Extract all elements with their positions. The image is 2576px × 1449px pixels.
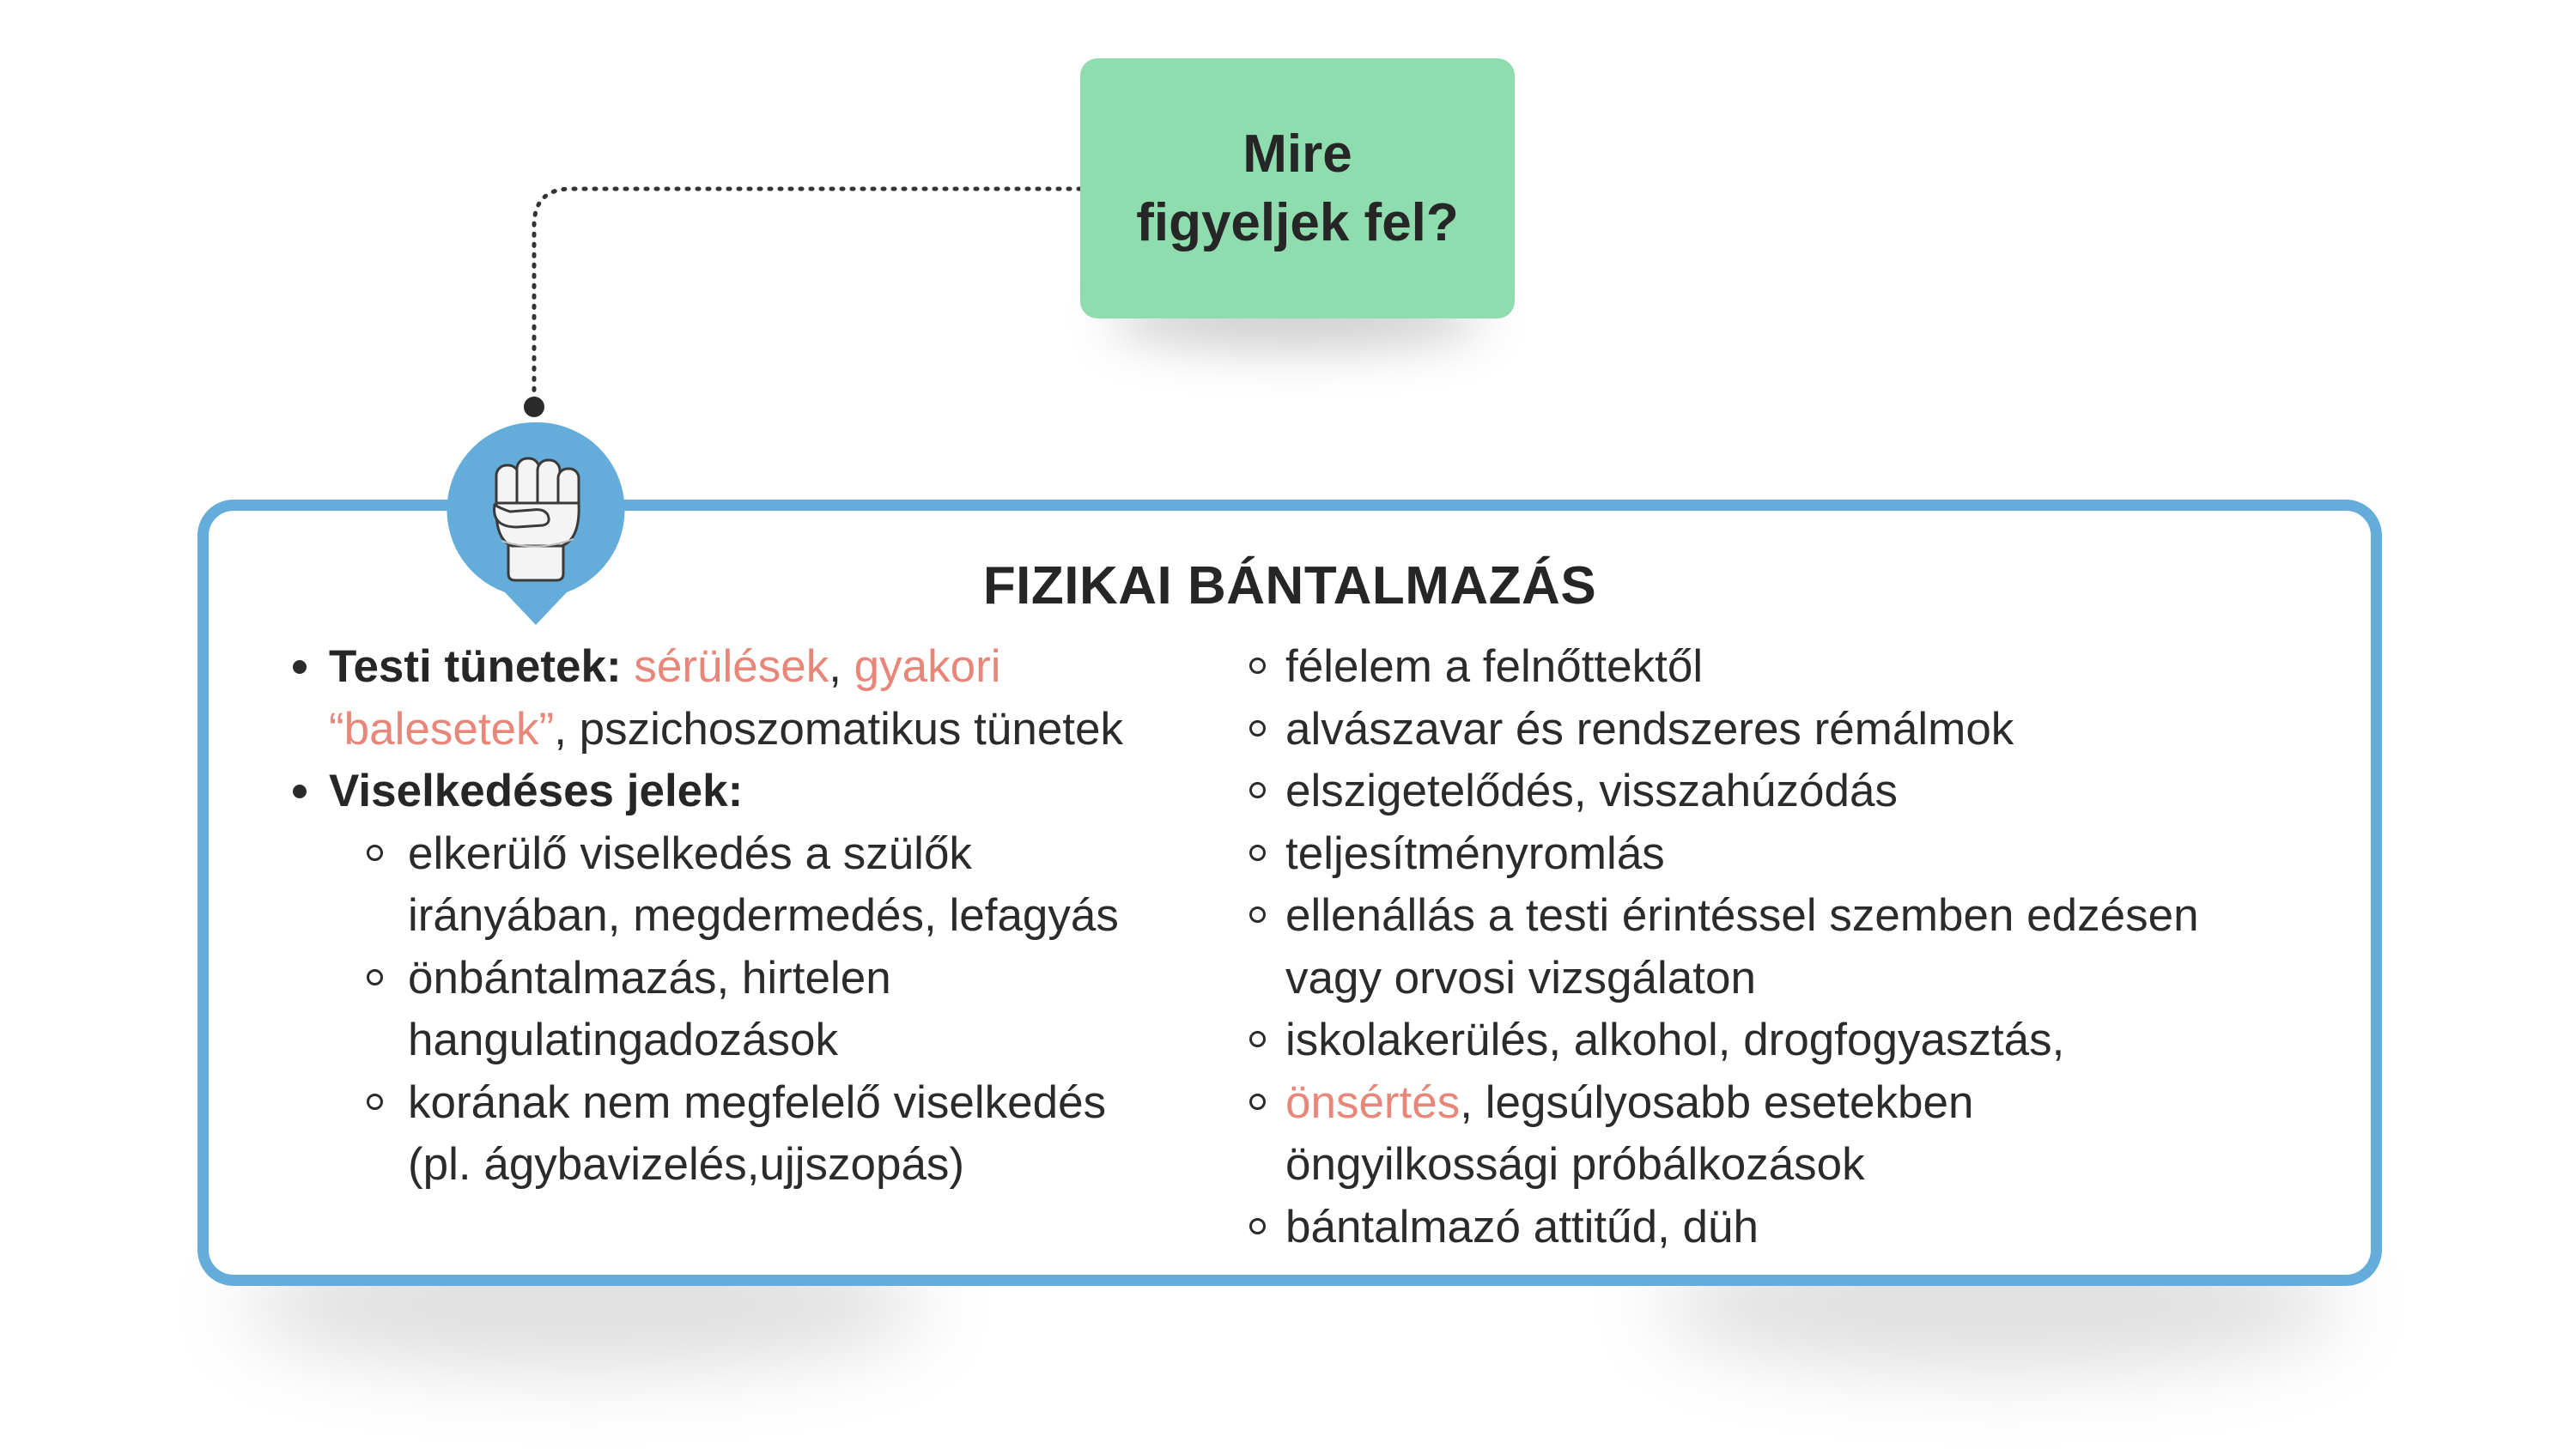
bullet-circle (1249, 906, 1266, 923)
list-item-text: teljesítményromlás (1285, 828, 1665, 879)
connector-path (534, 189, 1080, 403)
bullet-circle (1249, 1031, 1266, 1047)
sub-item-text: önbántalmazás, hirtelen (408, 952, 891, 1003)
list-item-text: elszigetelődés, visszahúzódás (1285, 766, 1898, 816)
list-item-text: , legsúlyosabb esetekben (1460, 1076, 1974, 1128)
list-item (1285, 699, 2376, 761)
list-item-text: alvászavar és rendszeres rémálmok (1285, 703, 2014, 755)
bullet-circle (1249, 845, 1266, 861)
bullet-circle (1249, 720, 1266, 737)
list-item (1285, 885, 2376, 1009)
bullet-circle (1249, 782, 1266, 798)
behavioral-signs-label: Viselkedéses jelek: (329, 766, 744, 816)
highlight-frequent: gyakori (854, 641, 1001, 692)
list-item (1285, 761, 2376, 823)
list-item-text: vagy orvosi vizsgálaton (1285, 952, 1756, 1003)
title-line-1: Mire (1242, 124, 1352, 184)
highlight-accidents: “balesetek” (329, 703, 555, 755)
comma: , (829, 641, 841, 692)
list-item-text: ellenállás a testi érintéssel szemben edzésen (1285, 890, 2199, 941)
highlight-self-injury: önsértés (1285, 1076, 1461, 1128)
bullet-circle (367, 969, 383, 985)
bullet-circle (367, 845, 383, 861)
psychosomatic-text: , pszichoszomatikus tünetek (554, 703, 1123, 755)
bullet-dot (293, 660, 307, 674)
right-column (1285, 636, 2376, 1258)
sub-item-text: (pl. ágybavizelés,ujjszopás) (408, 1139, 965, 1190)
list-item-text: iskolakerülés, alkohol, drogfogyasztás, (1285, 1015, 2065, 1065)
list-item (1285, 1072, 2376, 1197)
title-box (1080, 58, 1515, 318)
raised-fist-icon (447, 421, 625, 627)
list-item-text: bántalmazó attitűd, düh (1285, 1201, 1759, 1252)
list-item (1285, 1009, 2376, 1072)
list-item (1285, 636, 2376, 699)
list-item-text: félelem a felnőttektől (1285, 641, 1704, 692)
list-item-text: öngyilkossági próbálkozások (1285, 1139, 1865, 1190)
bullet-circle (1249, 1218, 1266, 1234)
connector-dot (524, 397, 544, 417)
highlight-injuries: sérülések (634, 641, 829, 692)
bullet-dot (293, 785, 307, 798)
title-line-2: figyeljek fel? (1136, 192, 1459, 252)
bullet-circle (367, 1094, 383, 1110)
sub-item-text: irányában, megdermedés, lefagyás (408, 890, 1119, 941)
bullet-circle (1249, 658, 1266, 674)
sub-item-text: elkerülő viselkedés a szülők (408, 828, 972, 879)
panel-title: FIZIKAI BÁNTALMAZÁS (982, 556, 1597, 615)
physical-symptoms-label: Testi tünetek: (329, 641, 622, 692)
list-item (1285, 1197, 2376, 1259)
sub-item-text: korának nem megfelelő viselkedés (408, 1076, 1107, 1128)
sub-item-text: hangulatingadozások (408, 1015, 838, 1065)
list-item (1285, 823, 2376, 886)
bullet-circle (1249, 1094, 1266, 1110)
